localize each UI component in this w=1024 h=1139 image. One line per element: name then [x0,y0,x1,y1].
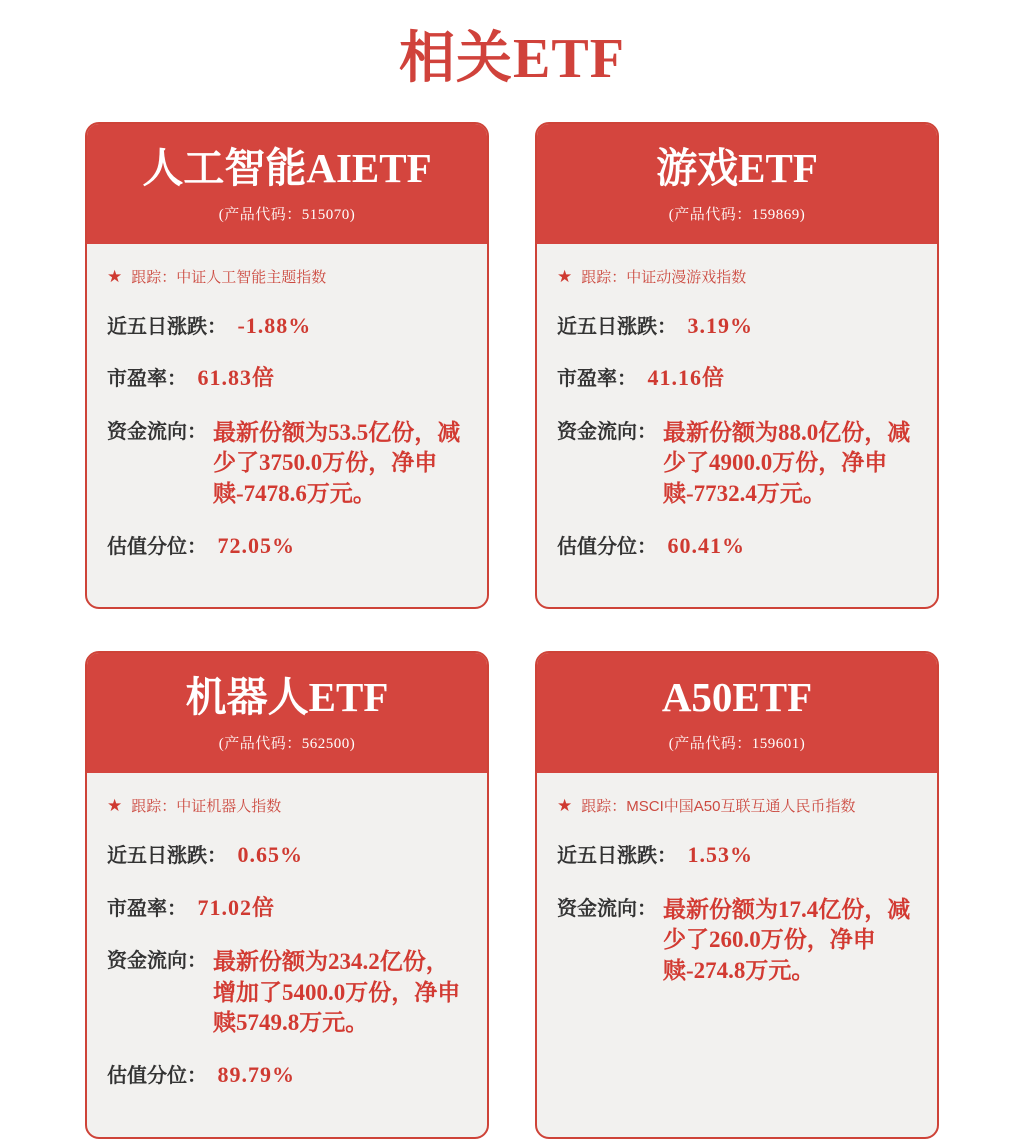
tracking-label: 跟踪： [131,269,177,287]
card-title: A50ETF [661,674,813,721]
flow-row [557,418,921,509]
valuation-label: 估值分位： [557,535,657,558]
tracking-row [107,795,471,816]
change-value: 3.19% [687,313,753,339]
flow-value: 最新份额为17.4亿份，减少了260.0万份，净申赎-274.8万元。 [663,896,911,983]
card-header [87,124,487,244]
pe-row [107,365,471,391]
flow-value: 最新份额为53.5亿份，减少了3750.0万份，净申赎-7478.6万元。 [213,419,461,506]
etf-cards-grid [0,122,1024,1139]
etf-card-ai [85,122,489,609]
card-title: 人工智能AIETF [142,145,432,191]
card-title: 游戏ETF [656,145,818,191]
valuation-value: 72.05% [217,532,295,558]
card-body [87,244,487,607]
tracking-index: MSCI中国A50互联互通人民币指数 [626,798,856,816]
flow-row [557,895,921,986]
pe-row [557,365,921,391]
star-icon: ★ [107,267,123,287]
tracking-index: 中证人工智能主题指数 [176,269,327,287]
tracking-label: 跟踪： [581,798,627,816]
star-icon: ★ [557,267,573,287]
change-value: 0.65% [237,842,303,868]
flow-label: 资金流向： [107,950,207,973]
flow-row [107,418,471,509]
change-value: 1.53% [687,842,753,868]
pe-label: 市盈率： [557,368,637,391]
card-product-code: (产品代码：159601) [668,736,806,753]
tracking-row [107,266,471,287]
change-label: 近五日涨跌： [107,316,227,339]
card-body [537,244,937,607]
change-row [557,842,921,868]
card-product-code: (产品代码：159869) [668,207,806,224]
card-body [537,773,937,1136]
pe-value: 71.02倍 [197,894,275,920]
tracking-index: 中证动漫游戏指数 [626,269,747,287]
tracking-label: 跟踪： [581,269,627,287]
flow-label: 资金流向： [557,420,657,443]
change-value: -1.88% [237,313,312,339]
card-header [537,653,937,773]
etf-card-game [535,122,939,609]
pe-value: 61.83倍 [197,365,275,391]
valuation-row [107,1062,471,1088]
flow-value: 最新份额为234.2亿份，增加了5400.0万份，净申赎5749.8万元。 [213,949,461,1035]
card-product-code: (产品代码：515070) [218,207,356,224]
pe-value: 41.16倍 [647,365,725,391]
etf-card-a50 [535,651,939,1138]
change-row [557,313,921,339]
change-label: 近五日涨跌： [557,316,677,339]
card-title: 机器人ETF [185,674,389,721]
pe-label: 市盈率： [107,897,187,920]
valuation-value: 89.79% [217,1062,295,1088]
tracking-label: 跟踪： [131,798,177,816]
change-row [107,842,471,868]
card-product-code: (产品代码：562500) [218,736,356,753]
flow-label: 资金流向： [557,897,657,920]
tracking-index: 中证机器人指数 [176,798,282,816]
flow-value: 最新份额为88.0亿份，减少了4900.0万份，净申赎-7732.4万元。 [663,419,911,506]
valuation-label: 估值分位： [107,1065,207,1088]
change-label: 近五日涨跌： [557,845,677,868]
valuation-row [557,533,921,559]
change-row [107,313,471,339]
flow-label: 资金流向： [107,420,207,443]
card-body [87,773,487,1136]
star-icon: ★ [107,796,123,816]
card-header [87,653,487,773]
valuation-value: 60.41% [667,532,745,558]
valuation-label: 估值分位： [107,535,207,558]
card-header [537,124,937,244]
change-label: 近五日涨跌： [107,845,227,868]
pe-row [107,895,471,921]
valuation-row [107,533,471,559]
pe-label: 市盈率： [107,368,187,391]
flow-row [107,947,471,1038]
etf-card-robot [85,651,489,1138]
page-title: 相关ETF [399,28,625,90]
tracking-row [557,795,921,816]
tracking-row [557,266,921,287]
star-icon: ★ [557,796,573,816]
